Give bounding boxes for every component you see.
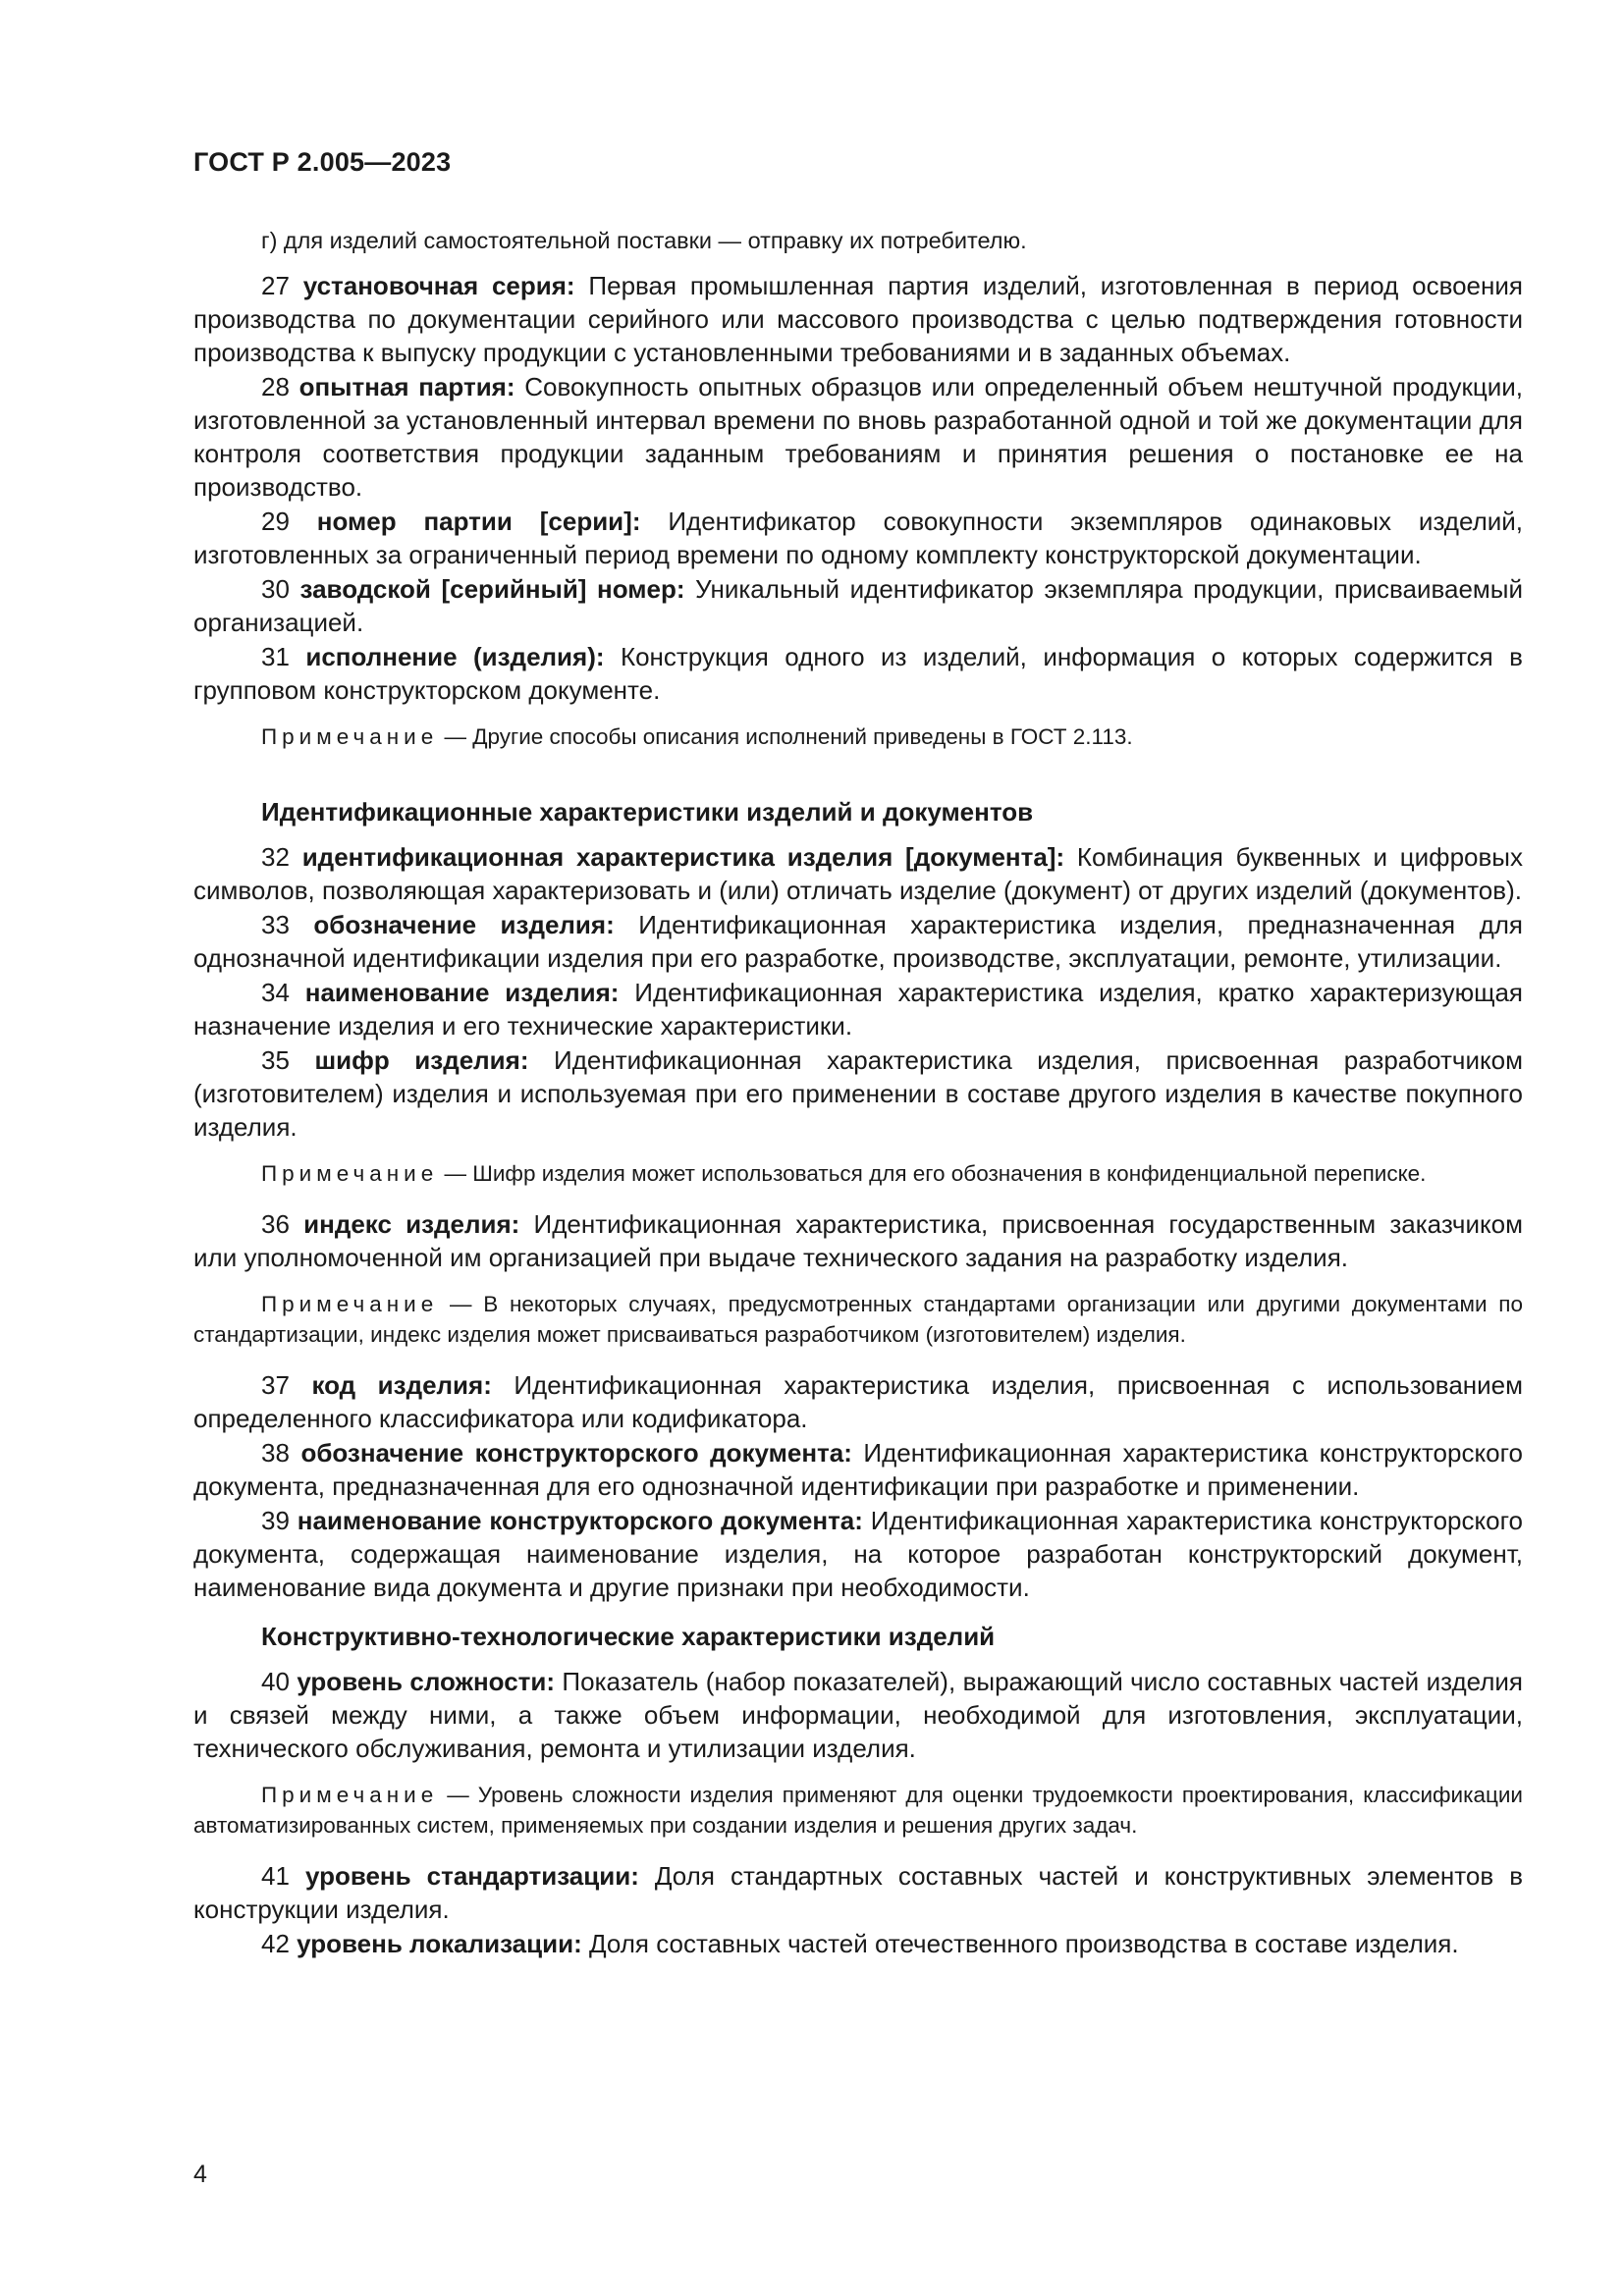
term-name: уровень локализации: (297, 1929, 582, 1958)
term-name: наименование конструкторского документа: (297, 1506, 863, 1535)
term-text: Конструкция одного из изделий, информация о которых содержится в групповом конструкторском документе. (193, 642, 1523, 705)
term-number: 33 (261, 910, 290, 939)
term-name: обозначение конструкторского документа: (300, 1438, 852, 1468)
note-label: Примечание (261, 1783, 439, 1807)
term-definition-34 (193, 976, 1523, 1042)
term-name: заводской [серийный] номер: (299, 574, 685, 604)
term-number: 27 (261, 271, 290, 300)
term-definition-29 (193, 505, 1523, 571)
term-text: Идентификационная характеристика изделия, присвоенная разработчиком (изготовителем) изделия и используемая при его применении в составе другого изделия в качестве покупного изделия. (193, 1045, 1523, 1142)
term-number: 35 (261, 1045, 290, 1075)
term-text: Показатель (набор показателей), выражающий число составных частей изделия и связей между ними, а также объем информации, необходимой для изготовления, эксплуатации, технического обслуживания, ремонта и утилизации изделия. (193, 1667, 1523, 1763)
term-definition-32 (193, 840, 1523, 907)
section-heading: Идентификационные характеристики изделий и документов (261, 797, 1034, 827)
term-number: 38 (261, 1438, 290, 1468)
term-name: установочная серия: (302, 271, 575, 300)
term-definition-38 (193, 1436, 1523, 1503)
term-definition-39 (193, 1504, 1523, 1604)
term-name: идентификационная характеристика изделия [документа]: (301, 842, 1065, 872)
term-number: 36 (261, 1209, 290, 1239)
term-definition-37 (193, 1368, 1523, 1435)
term-text: Совокупность опытных образцов или определенный объем нештучной продукции, изготовленной за установленный интервал времени по вновь разработанной одной и той же документации для контроля соответствия продукции заданным требованиям и принятия решения о постановке ее на производство. (193, 372, 1523, 502)
list-item-g: г) для изделий самостоятельной поставки — отправку их потребителю. (261, 228, 1027, 253)
term-text: Идентификационная характеристика изделия, кратко характеризующая назначение изделия и его технические характеристики. (193, 978, 1524, 1041)
term-text: Комбинация буквенных и цифровых символов, позволяющая характеризовать и (или) отличать изделие (документ) от других изделий (документов). (193, 842, 1523, 905)
note-label: Примечание (261, 1292, 439, 1316)
term-text: Уникальный идентификатор экземпляра продукции, присваиваемый организацией. (193, 574, 1523, 637)
term-text: Идентификационная характеристика, присвоенная государственным заказчиком или уполномоченной им организацией при выдаче технического задания на разработку изделия. (193, 1209, 1523, 1272)
page-number: 4 (193, 2161, 207, 2188)
term-text: Идентификационная характеристика конструкторского документа, содержащая наименование изделия, на которое разработан конструкторский документ, наименование вида документа и другие признаки при необходимости. (193, 1506, 1523, 1602)
term-text: Доля составных частей отечественного производства в составе изделия. (581, 1929, 1459, 1958)
term-text: Первая промышленная партия изделий, изготовленная в период освоения производства по документации серийного или массового производства с целью подтверждения готовности производства к выпуску продукции с установленными требованиями и в заданных объемах. (193, 271, 1523, 367)
term-number: 31 (261, 642, 290, 671)
term-number: 42 (261, 1929, 290, 1958)
term-name: уровень сложности: (297, 1667, 556, 1696)
term-text: Доля стандартных составных частей и конструктивных элементов в конструкции изделия. (193, 1861, 1524, 1924)
section-heading: Конструктивно-технологические характеристики изделий (261, 1622, 996, 1651)
term-number: 41 (261, 1861, 290, 1891)
term-number: 37 (261, 1370, 290, 1400)
term-name: индекс изделия: (303, 1209, 520, 1239)
note (193, 1158, 1523, 1189)
note (193, 1289, 1523, 1350)
term-number: 30 (261, 574, 290, 604)
note-text: — Шифр изделия может использоваться для его обозначения в конфиденциальной переписке. (438, 1161, 1427, 1186)
note-label: Примечание (261, 1161, 439, 1186)
term-number: 28 (261, 372, 290, 401)
note-text: — Уровень сложности изделия применяют для оценки трудоемкости проектирования, классификации автоматизированных систем, применяемых при создании изделия и решения других задач. (193, 1783, 1523, 1838)
term-text: Идентификационная характеристика изделия, предназначенная для однозначной идентификации изделия при его разработке, производстве, эксплуатации, ремонте, утилизации. (193, 910, 1523, 973)
term-name: код изделия: (311, 1370, 492, 1400)
note (193, 1780, 1523, 1841)
term-definition-35 (193, 1043, 1523, 1144)
term-definition-27 (193, 269, 1523, 369)
note-text: — В некоторых случаях, предусмотренных стандартами организации или другими документами по стандартизации, индекс изделия может присваиваться разработчиком (изготовителем) изделия. (193, 1292, 1523, 1347)
document-code: ГОСТ Р 2.005—2023 (193, 147, 452, 177)
term-definition-30 (193, 572, 1523, 639)
term-name: обозначение изделия: (313, 910, 615, 939)
term-name: уровень стандартизации: (304, 1861, 639, 1891)
term-definition-31 (193, 640, 1523, 707)
note-text: — Другие способы описания исполнений приведены в ГОСТ 2.113. (438, 724, 1133, 749)
term-definition-40 (193, 1665, 1523, 1765)
term-definition-28 (193, 370, 1523, 504)
term-text: Идентификационная характеристика конструкторского документа, предназначенная для его однозначной идентификации при разработке и применении. (193, 1438, 1523, 1501)
note (193, 721, 1523, 752)
term-name: наименование изделия: (304, 978, 620, 1007)
term-definition-36 (193, 1207, 1523, 1274)
term-number: 40 (261, 1667, 290, 1696)
term-definition-33 (193, 908, 1523, 975)
term-number: 29 (261, 507, 290, 536)
term-name: опытная партия: (298, 372, 515, 401)
term-name: исполнение (изделия): (305, 642, 605, 671)
term-text: Идентификатор совокупности экземпляров одинаковых изделий, изготовленных за ограниченный период времени по одному комплекту конструкторской документации. (193, 507, 1524, 569)
term-name: шифр изделия: (314, 1045, 529, 1075)
document-body (193, 224, 1523, 1961)
term-text: Идентификационная характеристика изделия, присвоенная с использованием определенного классификатора или кодификатора. (193, 1370, 1523, 1433)
term-definition-41 (193, 1859, 1523, 1926)
term-definition-42 (193, 1927, 1523, 1960)
term-number: 34 (261, 978, 290, 1007)
note-label: Примечание (261, 724, 439, 749)
term-number: 32 (261, 842, 290, 872)
term-number: 39 (261, 1506, 290, 1535)
term-name: номер партии [серии]: (316, 507, 641, 536)
